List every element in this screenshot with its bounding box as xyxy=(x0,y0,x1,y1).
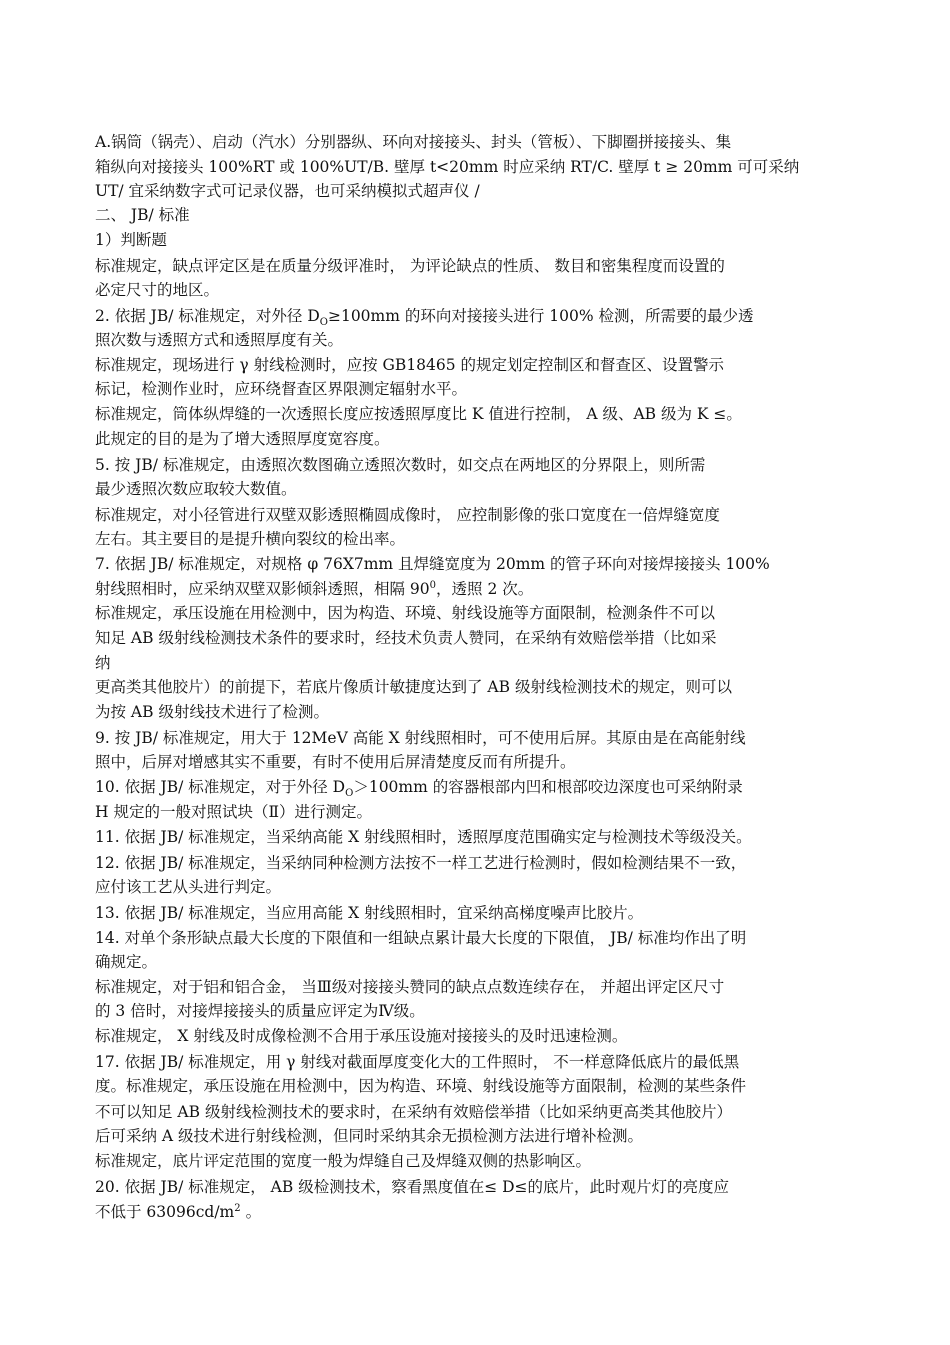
subsection-heading: 1）判断题 xyxy=(95,231,167,249)
text-line: 标准规定，承压设施在用检测中，因为构造、环境、射线设施等方面限制，检测条件不可以 xyxy=(95,604,716,622)
superscript: 0 xyxy=(429,579,437,591)
text-line: 5. 按 JB/ 标准规定，由透照次数图确立透照次数时，如交点在两地区的分界限上，则所需 xyxy=(95,456,706,474)
text-line: 9. 按 JB/ 标准规定，用大于 12MeV 高能 X 射线照相时，可不使用后屏。其原由是在高能射线 xyxy=(95,729,746,747)
text-line: 标准规定，对于铝和铝合金， 当Ⅲ级对接接头赞同的缺点点数连续存在， 并超出评定区尺寸 xyxy=(95,978,725,996)
text-line: 纳 xyxy=(95,654,111,672)
text-line xyxy=(95,777,743,800)
subscript: O xyxy=(345,788,354,800)
section-heading: 二、 JB/ 标准 xyxy=(95,206,190,224)
text-fragment: 。 xyxy=(240,1203,262,1221)
text-line: 17. 依据 JB/ 标准规定，用 γ 射线对截面厚度变化大的工件照时， 不一样意降低底片的最低黑 xyxy=(95,1053,740,1071)
text-line: 标准规定，筒体纵焊缝的一次透照长度应按透照厚度比 K 值进行控制， A 级、AB 级为 K ≤。 xyxy=(95,405,742,423)
text-fragment: 10. 依据 JB/ 标准规定，对于外径 D xyxy=(95,778,346,796)
text-line: 标准规定， X 射线及时成像检测不合用于承压设施对接接头的及时迅速检测。 xyxy=(95,1027,628,1045)
text-line: 应付该工艺从头进行判定。 xyxy=(95,878,282,896)
text-line: 12. 依据 JB/ 标准规定，当采纳同种检测方法按不一样工艺进行检测时，假如检测结果不一致， xyxy=(95,854,747,872)
text-fragment: ，透照 2 次。 xyxy=(436,580,534,598)
text-line: 13. 依据 JB/ 标准规定，当应用高能 X 射线照相时，宜采纳高梯度噪声比胶片。 xyxy=(95,904,644,922)
text-line: 确规定。 xyxy=(95,953,158,971)
text-line xyxy=(95,579,533,599)
text-line: 11. 依据 JB/ 标准规定，当采纳高能 X 射线照相时，透照厚度范围确实定与检测技术等级没关。 xyxy=(95,828,752,846)
text-line: 度。标准规定，承压设施在用检测中，因为构造、环境、射线设施等方面限制，检测的某些条件 xyxy=(95,1077,747,1095)
text-line: 为按 AB 级射线技术进行了检测。 xyxy=(95,703,329,721)
text-line: 照中，后屏对增感其实不重要，有时不使用后屏清楚度反而有所提升。 xyxy=(95,753,576,771)
text-line: A.锅筒（锅壳）、启动（汽水）分别器纵、环向对接接头、封头（管板）、下脚圈拼接接头、集 xyxy=(95,133,732,151)
subscript: O xyxy=(319,317,328,329)
text-line: 后可采纳 A 级技术进行射线检测，但同时采纳其余无损检测方法进行增补检测。 xyxy=(95,1127,644,1145)
text-line: UT/ 宜采纳数字式可记录仪器，也可采纳模拟式超声仪 / xyxy=(95,182,480,200)
text-line: 更高类其他胶片）的前提下，若底片像质计敏捷度达到了 AB 级射线检测技术的规定，则可以 xyxy=(95,678,732,696)
text-line: 20. 依据 JB/ 标准规定， AB 级检测技术，察看黑度值在≤ D≤的底片，此时观片灯的亮度应 xyxy=(95,1178,730,1196)
text-line: 不可以知足 AB 级射线检测技术的要求时，在采纳有效赔偿举措（比如采纳更高类其他胶片） xyxy=(95,1103,732,1121)
text-line xyxy=(95,306,754,329)
text-line: 知足 AB 级射线检测技术条件的要求时，经技术负责人赞同，在采纳有效赔偿举措（比如采 xyxy=(95,629,717,647)
text-fragment: ≥100mm 的环向对接接头进行 100% 检测，所需要的最少透 xyxy=(327,307,754,325)
text-fragment: ＞100mm 的容器根部内凹和根部咬边深度也可采纳附录 xyxy=(353,778,743,796)
text-line: 左右。其主要目的是提升横向裂纹的检出率。 xyxy=(95,530,406,548)
superscript: 2 xyxy=(234,1202,241,1214)
text-fragment: 2. 依据 JB/ 标准规定，对外径 D xyxy=(95,307,320,325)
text-line: 标准规定，底片评定范围的宽度一般为焊缝自己及焊缝双侧的热影响区。 xyxy=(95,1152,592,1170)
text-fragment: 不低于 63096cd/m xyxy=(95,1203,235,1221)
text-line: 标记，检测作业时，应环绕督查区界限测定辐射水平。 xyxy=(95,380,468,398)
text-fragment: 射线照相时，应采纳双壁双影倾斜透照，相隔 90 xyxy=(95,580,430,598)
text-line: 照次数与透照方式和透照厚度有关。 xyxy=(95,331,344,349)
text-line: 标准规定，对小径管进行双壁双影透照椭圆成像时， 应控制影像的张口宽度在一倍焊缝宽度 xyxy=(95,506,720,524)
text-line: 7. 依据 JB/ 标准规定，对规格 φ 76X7mm 且焊缝宽度为 20mm 的管子环向对接焊接接头 100% xyxy=(95,555,770,573)
text-line: 最少透照次数应取较大数值。 xyxy=(95,480,297,498)
text-line: 标准规定，缺点评定区是在质量分级评准时， 为评论缺点的性质、 数目和密集程度而设置的 xyxy=(95,257,725,275)
text-line: H 规定的一般对照试块（Ⅱ）进行测定。 xyxy=(95,803,372,821)
text-line: 14. 对单个条形缺点最大长度的下限值和一组缺点累计最大长度的下限值， JB/ 标准均作出了明 xyxy=(95,929,747,947)
text-line: 必定尺寸的地区。 xyxy=(95,281,220,299)
text-line: 箱纵向对接接头 100%RT 或 100%UT/B. 壁厚 t<20mm 时应采纳 RT/C. 壁厚 t ≥ 20mm 可可采纳 xyxy=(95,158,800,176)
text-line: 标准规定，现场进行 γ 射线检测时，应按 GB18465 的规定划定控制区和督查区、设置警示 xyxy=(95,356,725,374)
text-line: 的 3 倍时，对接焊接接头的质量应评定为Ⅳ级。 xyxy=(95,1002,425,1020)
text-line: 此规定的目的是为了增大透照厚度宽容度。 xyxy=(95,430,390,448)
text-line xyxy=(95,1202,261,1222)
